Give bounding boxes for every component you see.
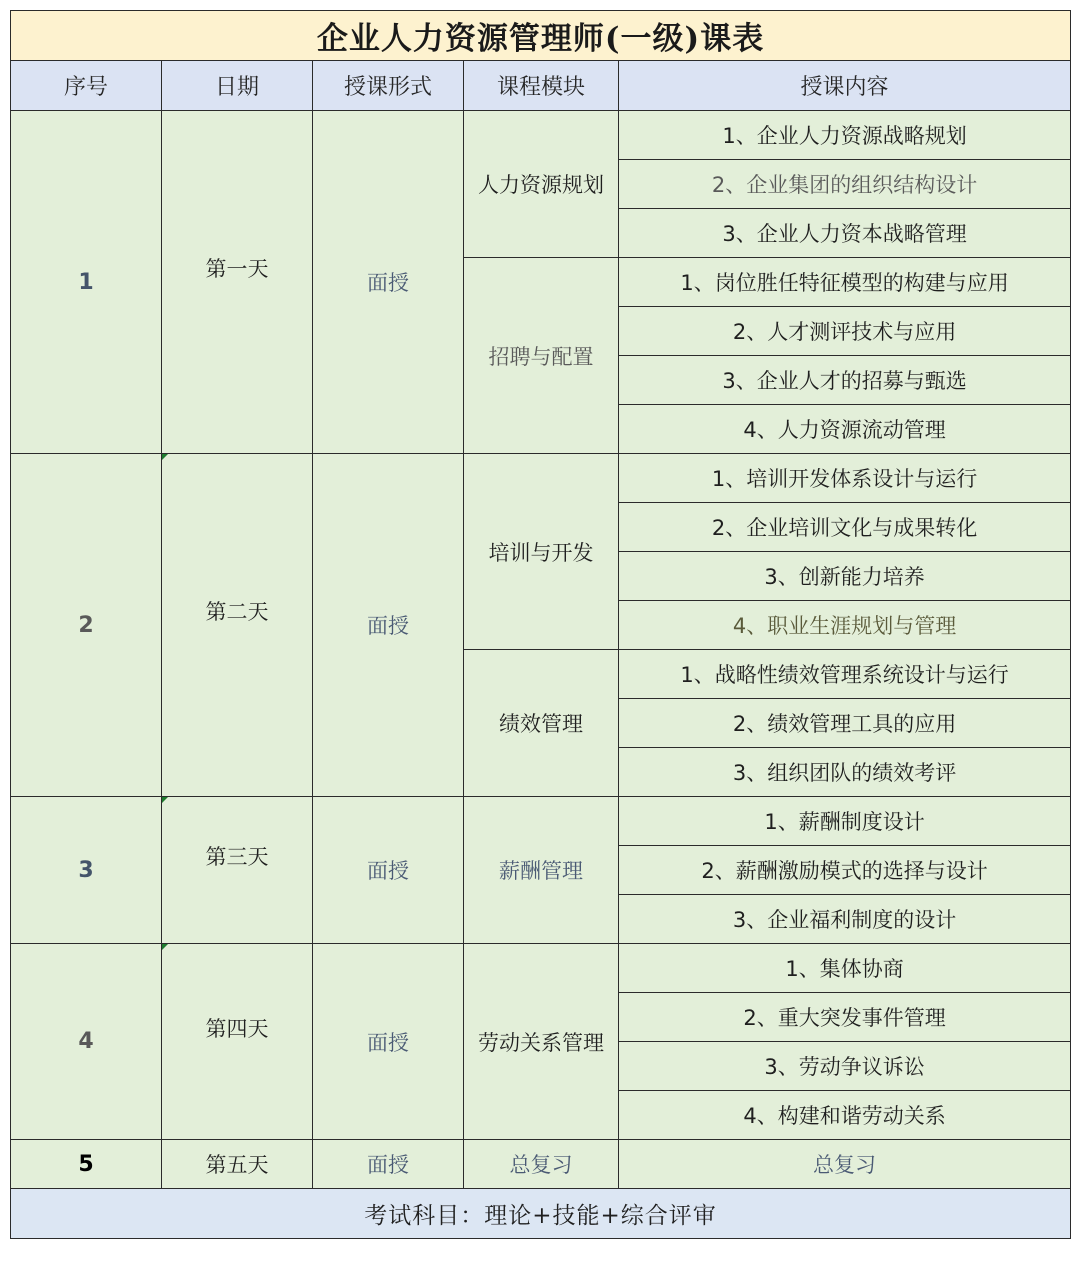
day1-date — [162, 111, 313, 454]
day4-date — [162, 944, 313, 1140]
content-item: 3、组织团队的绩效考评 — [619, 748, 1071, 797]
content-item: 2、薪酬激励模式的选择与设计 — [619, 846, 1071, 895]
day5-seq: 5 — [11, 1140, 162, 1189]
day2-module2: 绩效管理 — [464, 650, 619, 797]
day1-module2: 招聘与配置 — [464, 258, 619, 454]
day1-module1: 人力资源规划 — [464, 111, 619, 258]
day1-seq: 1 — [11, 111, 162, 454]
exam-subjects-footer: 考试科目：理论+技能+综合评审 — [11, 1189, 1071, 1239]
table-title: 企业人力资源管理师(一级)课表 — [11, 11, 1071, 61]
day2-mode: 面授 — [313, 454, 464, 797]
content-item: 1、企业人力资源战略规划 — [619, 111, 1071, 160]
header-module: 课程模块 — [464, 61, 619, 111]
cell-marker — [162, 797, 168, 803]
content-item: 3、企业人才的招募与甄选 — [619, 356, 1071, 405]
day5-module: 总复习 — [464, 1140, 619, 1189]
day3-date — [162, 797, 313, 944]
content-item: 4、职业生涯规划与管理 — [619, 601, 1071, 650]
header-date: 日期 — [162, 61, 313, 111]
day4-seq: 4 — [11, 944, 162, 1140]
day3-module1: 薪酬管理 — [464, 797, 619, 944]
day5-date-label: 第五天 — [205, 1153, 269, 1177]
day3-date-label: 第三天 — [205, 845, 269, 869]
content-item: 3、企业人力资本战略管理 — [619, 209, 1071, 258]
day5-mode: 面授 — [313, 1140, 464, 1189]
content-item: 1、岗位胜任特征模型的构建与应用 — [619, 258, 1071, 307]
content-item: 3、企业福利制度的设计 — [619, 895, 1071, 944]
day5-content: 总复习 — [619, 1140, 1071, 1189]
day5-date — [162, 1140, 313, 1189]
schedule-table — [10, 10, 1071, 1239]
content-item: 4、人力资源流动管理 — [619, 405, 1071, 454]
header-mode: 授课形式 — [313, 61, 464, 111]
content-item: 1、薪酬制度设计 — [619, 797, 1071, 846]
day1-date-label: 第一天 — [205, 257, 269, 281]
content-item: 1、培训开发体系设计与运行 — [619, 454, 1071, 503]
day4-module1: 劳动关系管理 — [464, 944, 619, 1140]
content-item: 3、劳动争议诉讼 — [619, 1042, 1071, 1091]
content-item: 2、重大突发事件管理 — [619, 993, 1071, 1042]
header-seq: 序号 — [11, 61, 162, 111]
day2-date-label: 第二天 — [205, 600, 269, 624]
day3-seq: 3 — [11, 797, 162, 944]
day2-module1: 培训与开发 — [464, 454, 619, 650]
day3-mode: 面授 — [313, 797, 464, 944]
day4-mode: 面授 — [313, 944, 464, 1140]
content-item: 2、企业集团的组织结构设计 — [619, 160, 1071, 209]
cell-marker — [162, 454, 168, 460]
header-content: 授课内容 — [619, 61, 1071, 111]
content-item: 1、集体协商 — [619, 944, 1071, 993]
content-item: 2、企业培训文化与成果转化 — [619, 503, 1071, 552]
content-item: 2、人才测评技术与应用 — [619, 307, 1071, 356]
day4-date-label: 第四天 — [205, 1016, 269, 1041]
day1-mode: 面授 — [313, 111, 464, 454]
schedule-sheet — [10, 10, 1070, 1258]
day2-seq: 2 — [11, 454, 162, 797]
content-item: 3、创新能力培养 — [619, 552, 1071, 601]
content-item: 2、绩效管理工具的应用 — [619, 699, 1071, 748]
content-item: 4、构建和谐劳动关系 — [619, 1091, 1071, 1140]
content-item: 1、战略性绩效管理系统设计与运行 — [619, 650, 1071, 699]
cell-marker — [162, 944, 168, 950]
day2-date — [162, 454, 313, 797]
